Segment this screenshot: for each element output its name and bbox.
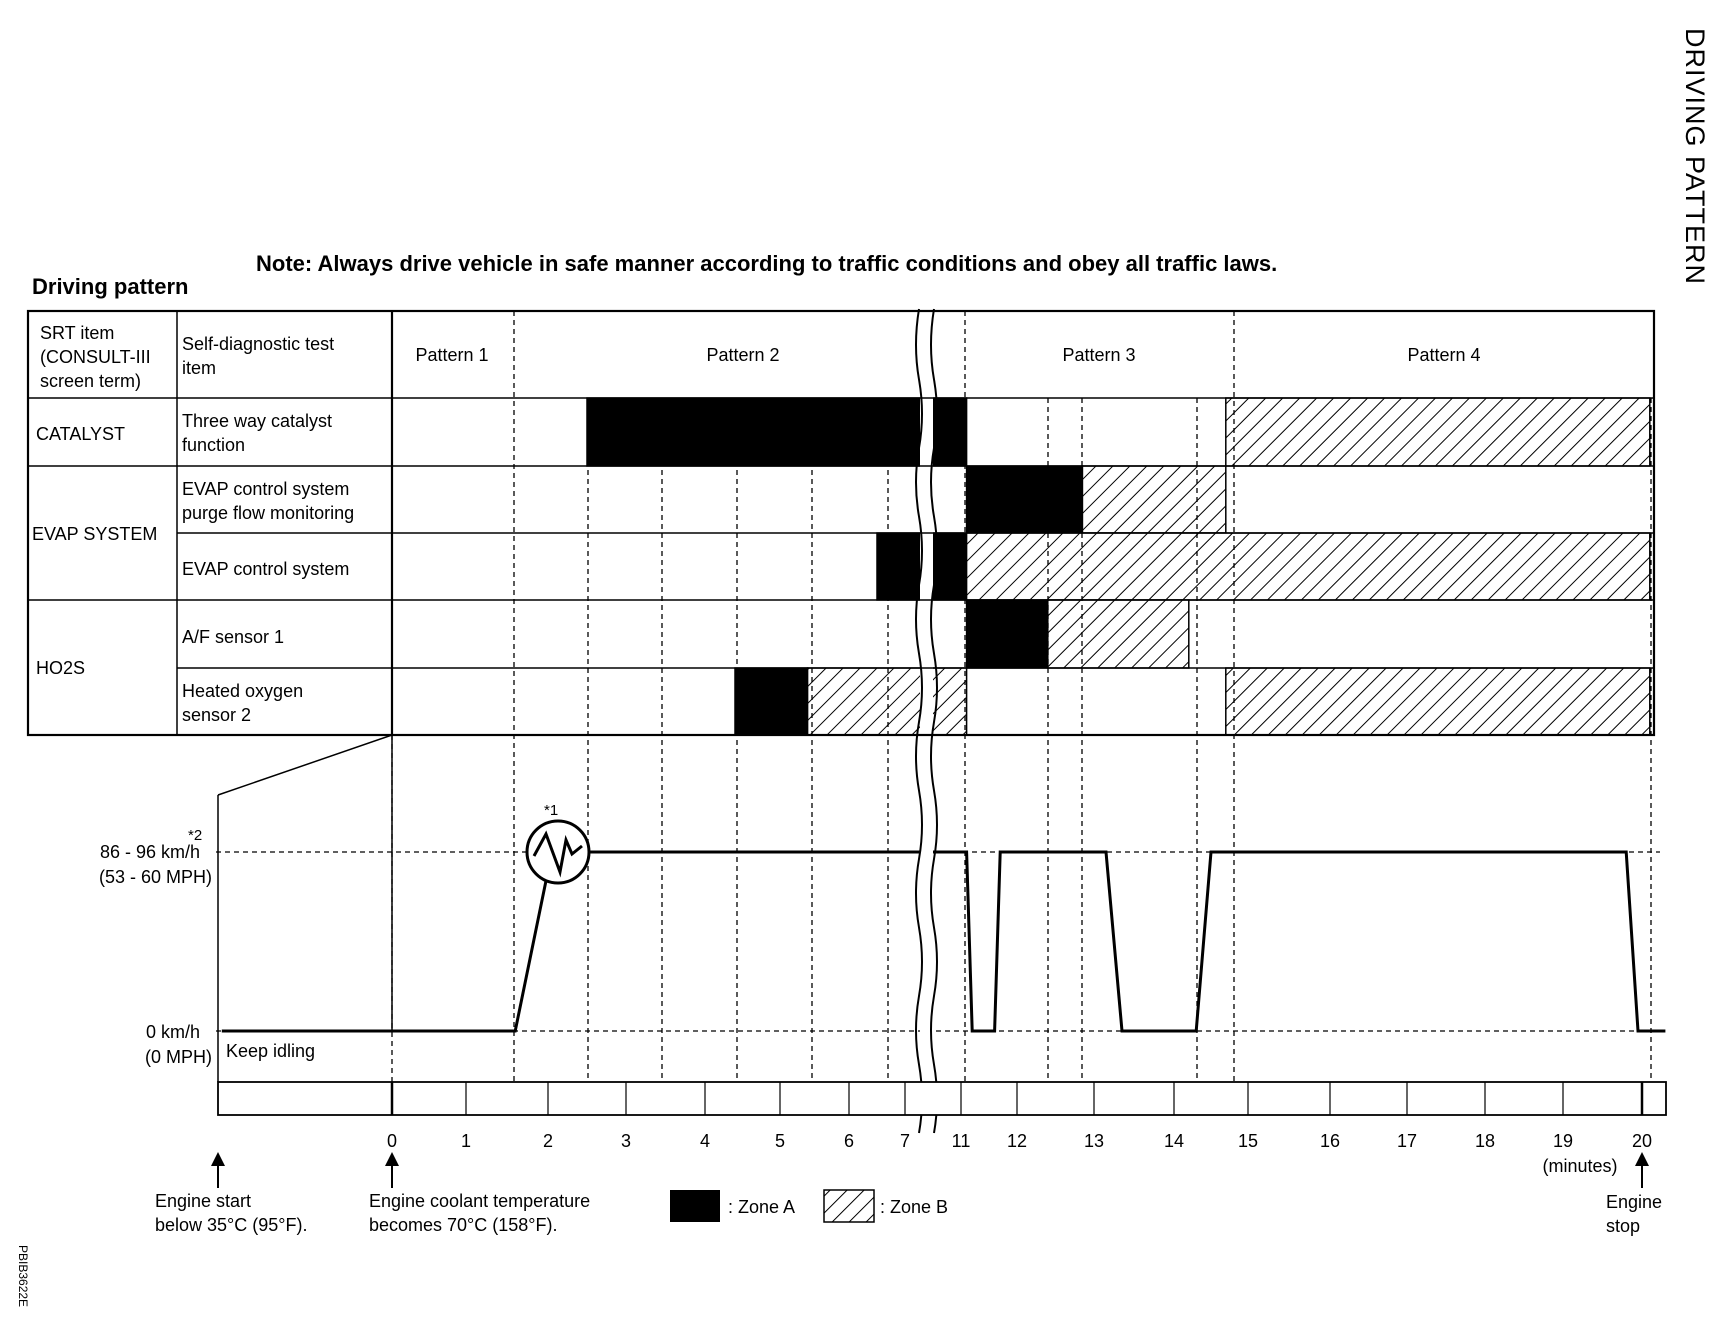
engine-start-arrow-head [211,1152,225,1166]
zone-a-block [735,668,808,735]
zone-b-block [1226,668,1650,735]
time-tick-label: 19 [1552,1131,1574,1151]
idle-speed-label: 0 km/h [145,1022,200,1042]
srt-header-label: screen term) [40,371,142,391]
coolant-note: Engine coolant temperature [369,1191,591,1211]
figure-id: PBIB3622E [16,1245,30,1308]
high-speed-mph-label: (53 - 60 MPH) [98,867,212,887]
pattern-header: Pattern 4 [1407,345,1481,365]
zone-a-block [587,398,967,466]
zone-layer [587,398,1650,735]
high-speed-label: 86 - 96 km/h [99,842,200,862]
time-tick-label: 20 [1631,1131,1653,1151]
zone-b-block [1082,466,1225,533]
time-strip [218,1082,1666,1115]
time-tick-label: 1 [460,1131,472,1151]
footnote-mark-1: *1 [544,802,559,819]
time-tick-label: 17 [1396,1131,1418,1151]
zone-b-block [808,668,967,735]
test-item-label: purge flow monitoring [182,503,355,523]
speed-profile-line [222,852,1666,1031]
legend-zone-b-label: : Zone B [880,1197,949,1217]
srt-header-label: SRT item [40,323,115,343]
time-tick-label: 12 [1006,1131,1028,1151]
legend-zone-b-swatch [824,1190,874,1222]
srt-group-label: EVAP SYSTEM [32,524,158,544]
zone-b-block [1226,398,1650,466]
engine-start-note: below 35°C (95°F). [155,1215,308,1235]
zone-a-block [967,466,1083,533]
zone-a-block [967,600,1048,668]
pattern-header: Pattern 3 [1062,345,1136,365]
time-tick-label: 3 [620,1131,632,1151]
zone-b-block [967,533,1650,600]
coolant-note: becomes 70°C (158°F). [369,1215,558,1235]
time-unit-label: (minutes) [1542,1156,1618,1176]
coolant-arrow-head [385,1152,399,1166]
zone-b-block [1048,600,1189,668]
time-tick-label: 15 [1237,1131,1259,1151]
test-item-label: Three way catalyst [182,411,333,431]
test-item-label: EVAP control system [182,559,350,579]
test-item-label: sensor 2 [182,705,252,725]
zoom-connector [218,735,392,795]
side-title: DRIVING PATTERN [1680,28,1710,286]
time-tick-label: 7 [899,1131,911,1151]
test-item-label: function [182,435,246,455]
legend-zone-a-label: : Zone A [728,1197,796,1217]
time-tick-label: 5 [774,1131,786,1151]
footnote-mark-2: *2 [188,827,203,844]
time-tick-label: 13 [1083,1131,1105,1151]
safety-note: Note: Always drive vehicle in safe manner according to traffic conditions and obey all traffic laws. [256,251,1278,276]
time-tick-label: 18 [1474,1131,1496,1151]
time-tick-label: 4 [699,1131,711,1151]
engine-stop-arrow-head [1635,1152,1649,1166]
srt-group-label: CATALYST [36,424,126,444]
idle-speed-mph-label: (0 MPH) [145,1047,212,1067]
engine-stop-note: stop [1606,1216,1641,1236]
test-header-label: item [182,358,217,378]
time-tick-label: 11 [951,1131,971,1151]
time-tick-label: 14 [1163,1131,1185,1151]
test-item-label: EVAP control system [182,479,350,499]
time-tick-label: 0 [386,1131,398,1151]
time-tick-label: 16 [1319,1131,1341,1151]
engine-stop-note: Engine [1606,1192,1663,1212]
legend-zone-a-swatch [670,1190,720,1222]
time-tick-label: 2 [542,1131,554,1151]
srt-group-label: HO2S [36,658,86,678]
time-tick-label: 6 [843,1131,855,1151]
test-item-label: A/F sensor 1 [182,627,285,647]
keep-idling-label: Keep idling [226,1041,316,1061]
engine-start-note: Engine start [155,1191,252,1211]
test-header-label: Self-diagnostic test [182,334,335,354]
srt-header-label: (CONSULT-III [40,347,151,367]
pattern-header: Pattern 2 [706,345,780,365]
pattern-header: Pattern 1 [415,345,489,365]
diagram-heading: Driving pattern [32,274,189,299]
test-item-label: Heated oxygen [182,681,304,701]
